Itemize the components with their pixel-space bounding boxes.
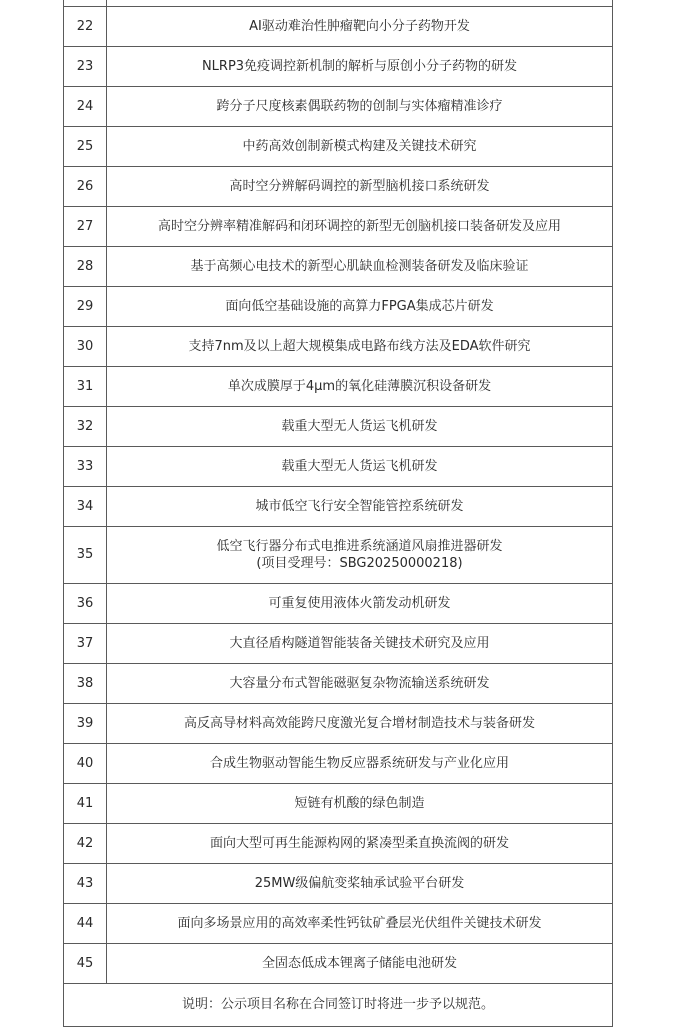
project-title-cell	[107, 783, 613, 823]
project-title-cell	[107, 526, 613, 583]
row-number: 37	[64, 623, 107, 663]
project-title: 大直径盾构隧道智能装备关键技术研究及应用	[229, 635, 490, 651]
row-number: 26	[64, 166, 107, 206]
table-row	[64, 126, 613, 166]
project-title: 高时空分辨解码调控的新型脑机接口系统研发	[229, 178, 490, 194]
project-title-cell	[107, 663, 613, 703]
table-row	[64, 366, 613, 406]
table-row	[64, 583, 613, 623]
row-number: 22	[64, 6, 107, 46]
project-title-cell	[107, 743, 613, 783]
table-row	[64, 86, 613, 126]
project-title: 高反高导材料高效能跨尺度激光复合增材制造技术与装备研发	[183, 715, 535, 731]
project-title: 25MW级偏航变桨轴承试验平台研发	[254, 875, 465, 891]
table-row	[64, 823, 613, 863]
project-title: 高时空分辨率精准解码和闭环调控的新型无创脑机接口装备研发及应用	[157, 218, 561, 234]
project-title-cell	[107, 326, 613, 366]
project-title: 全固态低成本锂离子储能电池研发	[261, 955, 457, 971]
project-title: 跨分子尺度核素偶联药物的创制与实体瘤精准诊疗	[216, 98, 503, 114]
table-row	[64, 486, 613, 526]
table-row	[64, 783, 613, 823]
project-title: 面向低空基础设施的高算力FPGA集成芯片研发	[225, 298, 494, 314]
project-title: 面向多场景应用的高效率柔性钙钛矿叠层光伏组件关键技术研发	[177, 915, 542, 931]
table-row	[64, 326, 613, 366]
project-title-cell	[107, 943, 613, 983]
table-row	[64, 943, 613, 983]
project-acceptance-number: (项目受理号：SBG20250000218)	[256, 555, 463, 571]
note-row	[64, 983, 613, 1026]
table-row	[64, 6, 613, 46]
project-title: AI驱动难治性肿瘤靶向小分子药物开发	[249, 18, 470, 34]
project-title: 支持7nm及以上超大规模集成电路布线方法及EDA软件研究	[188, 338, 531, 354]
table-row	[64, 46, 613, 86]
row-number: 42	[64, 823, 107, 863]
row-number: 27	[64, 206, 107, 246]
project-title-cell	[107, 623, 613, 663]
row-number: 35	[64, 526, 107, 583]
project-title-cell	[107, 6, 613, 46]
row-number: 23	[64, 46, 107, 86]
table-row	[64, 623, 613, 663]
project-title-cell	[107, 166, 613, 206]
project-title: 可重复使用液体火箭发动机研发	[268, 595, 451, 611]
project-title: 大容量分布式智能磁驱复杂物流输送系统研发	[229, 675, 490, 691]
row-number: 28	[64, 246, 107, 286]
project-title: 单次成膜厚于4μm的氧化硅薄膜沉积设备研发	[227, 378, 492, 394]
project-title-cell	[107, 823, 613, 863]
row-number: 44	[64, 903, 107, 943]
project-title-cell	[107, 583, 613, 623]
project-title-cell	[107, 446, 613, 486]
row-number: 34	[64, 486, 107, 526]
project-title-cell	[107, 86, 613, 126]
row-number: 43	[64, 863, 107, 903]
row-number: 40	[64, 743, 107, 783]
project-title-cell	[107, 126, 613, 166]
table-row	[64, 903, 613, 943]
row-number: 31	[64, 366, 107, 406]
project-table	[63, 0, 613, 1027]
row-number: 29	[64, 286, 107, 326]
row-number: 24	[64, 86, 107, 126]
project-title-cell	[107, 903, 613, 943]
table-row	[64, 446, 613, 486]
table-row	[64, 206, 613, 246]
row-number: 41	[64, 783, 107, 823]
note-text: 说明：公示项目名称在合同签订时将进一步予以规范。	[64, 983, 613, 1026]
project-title-cell	[107, 703, 613, 743]
table-row	[64, 863, 613, 903]
table-row	[64, 526, 613, 583]
row-number: 30	[64, 326, 107, 366]
table-row	[64, 663, 613, 703]
table-row	[64, 703, 613, 743]
project-title: 短链有机酸的绿色制造	[294, 795, 425, 811]
table-row	[64, 406, 613, 446]
row-number: 33	[64, 446, 107, 486]
row-number: 32	[64, 406, 107, 446]
table-row	[64, 166, 613, 206]
project-title: 中药高效创制新模式构建及关键技术研究	[242, 138, 477, 154]
row-number: 45	[64, 943, 107, 983]
project-title: 合成生物驱动智能生物反应器系统研发与产业化应用	[209, 755, 509, 771]
project-title: 低空飞行器分布式电推进系统涵道风扇推进器研发	[216, 538, 503, 554]
project-title-cell	[107, 863, 613, 903]
project-title-cell	[107, 406, 613, 446]
project-title: 基于高频心电技术的新型心肌缺血检测装备研发及临床验证	[190, 258, 529, 274]
row-number: 39	[64, 703, 107, 743]
row-number: 25	[64, 126, 107, 166]
project-title: 面向大型可再生能源构网的紧凑型柔直换流阀的研发	[209, 835, 509, 851]
project-title: 载重大型无人货运飞机研发	[281, 418, 438, 434]
project-title-cell	[107, 246, 613, 286]
table-row	[64, 743, 613, 783]
project-table-container	[63, 0, 613, 1027]
project-title: NLRP3免疫调控新机制的解析与原创小分子药物的研发	[201, 58, 518, 74]
project-title-cell	[107, 286, 613, 326]
project-title-cell	[107, 46, 613, 86]
project-title-cell	[107, 486, 613, 526]
row-number: 38	[64, 663, 107, 703]
row-number: 36	[64, 583, 107, 623]
project-title: 载重大型无人货运飞机研发	[281, 458, 438, 474]
table-row	[64, 286, 613, 326]
project-title-cell	[107, 206, 613, 246]
project-title: 城市低空飞行安全智能管控系统研发	[255, 498, 464, 514]
table-row	[64, 246, 613, 286]
project-title-cell	[107, 366, 613, 406]
